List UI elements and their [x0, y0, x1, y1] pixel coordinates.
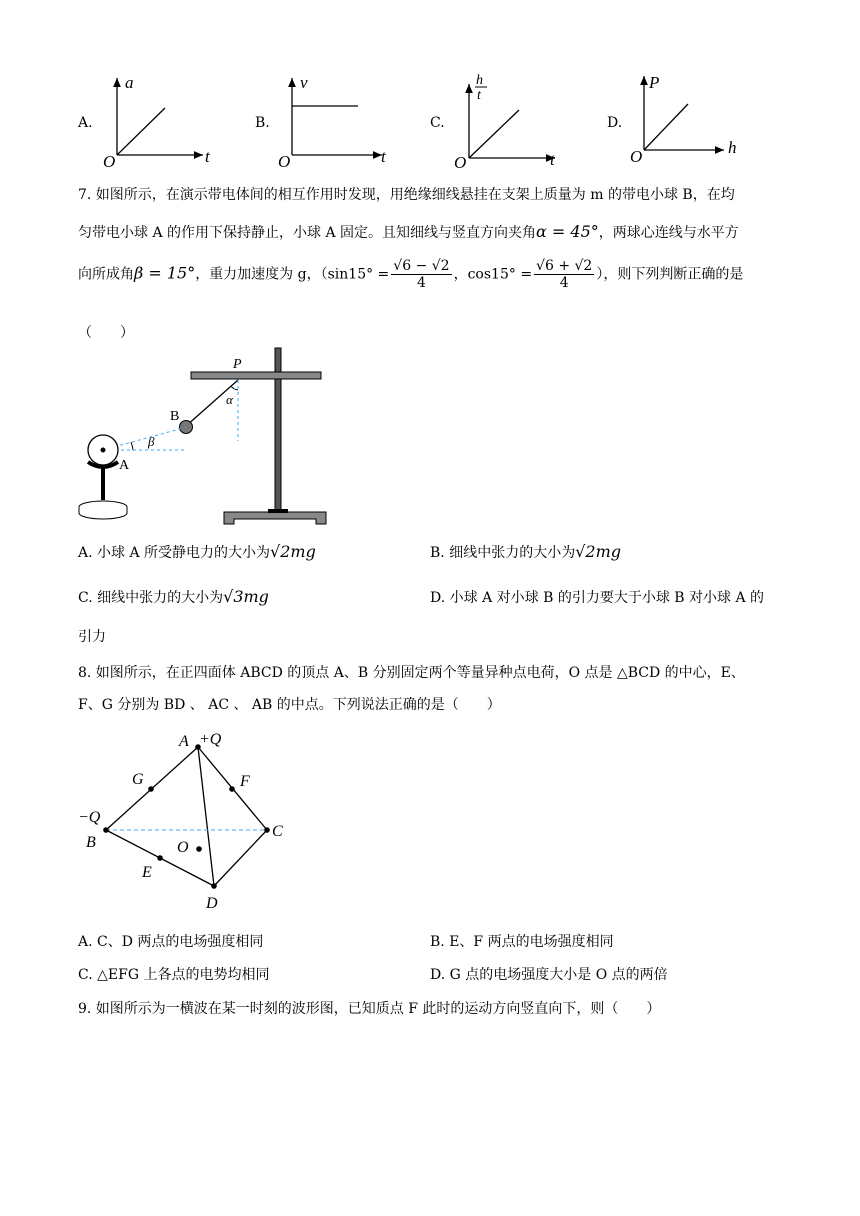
ball-b	[180, 421, 193, 434]
q7-line3-post: ），则下列判断正确的是	[596, 266, 744, 283]
label-p: P	[233, 357, 242, 372]
q7-cos-label: cos15° =	[467, 266, 533, 283]
q8-option-a[interactable]: A. C、D 两点的电场强度相同	[78, 934, 264, 950]
q6-graph-a	[95, 70, 225, 170]
label-beta: β	[148, 434, 155, 449]
q6a-origin: O	[103, 152, 116, 170]
q6-option-a-label: A.	[78, 115, 93, 131]
q7-line2-post: ，两球心连线与水平方	[598, 225, 739, 241]
q7-sin-label: sin15° =	[327, 266, 390, 283]
q8-label-c: C	[272, 823, 283, 840]
q7-line3-pre: 向所成角	[78, 266, 134, 283]
q7-alpha-eq: α = 45°	[536, 222, 599, 241]
q7-option-d-cont: 引力	[78, 629, 106, 645]
q6c-ylabel-den: t	[477, 88, 481, 103]
q6c-ylabel-num: h	[476, 73, 483, 88]
q7-option-d[interactable]: D. 小球 A 对小球 B 的引力要大于小球 B 对小球 A 的	[430, 590, 765, 606]
q8-label-d: D	[206, 895, 218, 912]
q7-figure	[76, 344, 336, 530]
q6-option-d-label: D.	[607, 115, 623, 131]
q6b-ylabel: v	[300, 73, 308, 92]
q6d-xlabel: h	[728, 138, 737, 157]
q8-option-b[interactable]: B. E、F 两点的电场强度相同	[430, 934, 614, 950]
q8-label-minusq: −Q	[78, 809, 101, 826]
q7-cos-frac: $\frac{√6 + √2}{4}$	[536, 258, 593, 291]
q7-line1: 7. 如图所示，在演示带电体间的相互作用时发现，用绝缘细线悬挂在支架上质量为 m 的带电小球 B，在均	[78, 187, 735, 203]
q8-line1: 8. 如图所示，在正四面体 ABCD 的顶点 A、B 分别固定两个等量异种点电荷，O 点是 △BCD 的中心，E、	[78, 665, 745, 681]
q6-graph-c	[447, 70, 577, 170]
q7-line3-mid: ，重力加速度为 g，（	[195, 266, 328, 283]
q6d-ylabel: P	[649, 73, 660, 92]
q6a-ylabel: a	[125, 73, 134, 92]
q8-label-f: F	[240, 773, 250, 790]
q6-option-b-label: B.	[255, 115, 270, 131]
q7-sin-frac: $\frac{√6 - √2}{4}$	[393, 258, 450, 291]
q7-line3: 向所成角β = 15°，重力加速度为 g，（sin15° = $\frac{√6 - √2}{4}$ ，cos15° = $\frac{√6 + √2}{4}$ ），则下列判断正确的是	[78, 258, 744, 291]
q8-line2: F、G 分别为 BD 、 AC 、 AB 的中点。下列说法正确的是（ ）	[78, 697, 501, 713]
q8-option-d[interactable]: D. G 点的电场强度大小是 O 点的两倍	[430, 967, 668, 983]
label-a: A	[119, 458, 130, 473]
q8-option-c[interactable]: C. △EFG 上各点的电势均相同	[78, 967, 270, 983]
q8-label-b: B	[86, 834, 96, 851]
q7-option-c[interactable]: C. 细线中张力的大小为√3mg	[78, 587, 269, 606]
q8-label-g: G	[132, 771, 144, 788]
q6c-origin: O	[454, 153, 467, 170]
stand-base	[224, 512, 326, 524]
q6d-origin: O	[630, 147, 643, 166]
label-alpha: α	[226, 392, 233, 407]
q6b-xlabel: t	[381, 147, 386, 166]
q7-line2	[78, 222, 739, 242]
q8-tetrahedron	[76, 722, 296, 918]
q8-label-a: A	[179, 733, 189, 750]
q6b-origin: O	[278, 152, 291, 170]
q7-beta-eq: β = 15°	[134, 263, 196, 283]
q6a-xlabel: t	[205, 147, 210, 166]
q6-graph-b	[272, 70, 402, 170]
q7-paren: （ ）	[78, 325, 134, 341]
q7-option-b[interactable]: B. 细线中张力的大小为√2mg	[430, 542, 621, 561]
q6-graph-d	[624, 70, 754, 170]
q6c-xlabel: t	[550, 150, 555, 169]
q8-label-o: O	[177, 839, 189, 856]
stand-crossbar	[191, 372, 321, 379]
q8-label-e: E	[142, 864, 152, 881]
q7-line2-pre: 匀带电小球 A 的作用下保持静止，小球 A 固定。且知细线与竖直方向夹角	[78, 225, 537, 241]
q7-option-a[interactable]: A. 小球 A 所受静电力的大小为√2mg	[78, 542, 316, 561]
q6-option-c-label: C.	[430, 115, 445, 131]
label-b: B	[170, 409, 180, 424]
q8-label-plusq: +Q	[199, 731, 222, 748]
q9-line1: 9. 如图所示为一横波在某一时刻的波形图，已知质点 F 此时的运动方向竖直向下，则（ ）	[78, 1001, 661, 1017]
